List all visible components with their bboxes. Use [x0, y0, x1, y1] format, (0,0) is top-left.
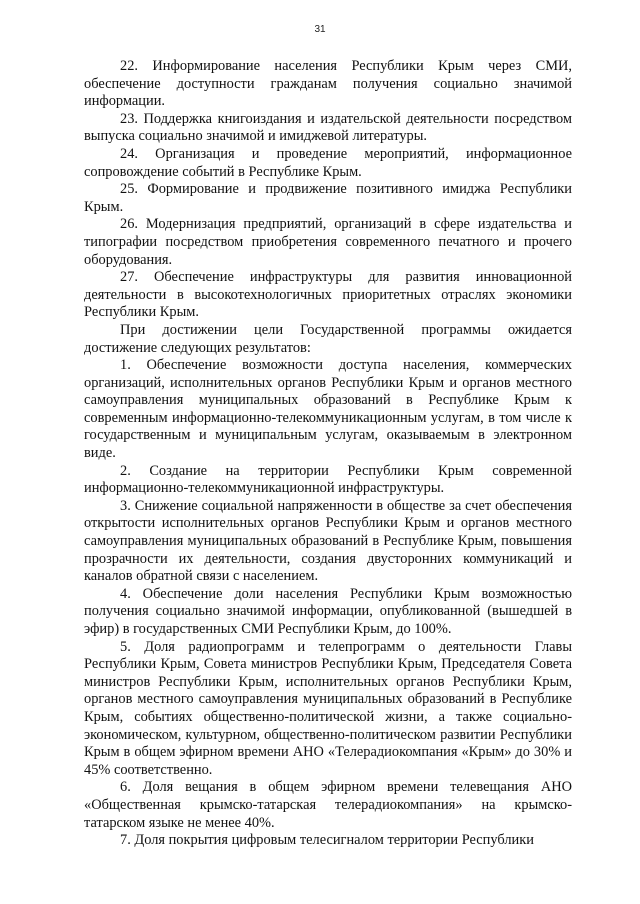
paragraph: 26. Модернизация предприятий, организаций в сфере издательства и типографии посредством приобретения современного печатного и прочего оборудования.: [84, 216, 572, 268]
body-text: [84, 58, 572, 850]
paragraph: 4. Обеспечение доли населения Республики Крым возможностью получения социально значимой информации, опубликованной (вышедшей в эфир) в государственных СМИ Республики Крым, до 100%.: [84, 585, 572, 637]
paragraph: 24. Организация и проведение мероприятий, информационное сопровождение событий в Республике Крым.: [84, 145, 572, 180]
paragraph: 3. Снижение социальной напряженности в обществе за счет обеспечения открытости исполнительных органов Республики Крым и органов местного самоуправления муниципальных образований в Республике Крым, повышения прозрачности их деятельности, создания двусторонних коммуникаций и каналов обратной связи с населением.: [84, 497, 572, 585]
paragraph: 2. Создание на территории Республики Крым современной информационно-телекоммуникационной инфраструктуры.: [84, 462, 572, 497]
paragraph: 25. Формирование и продвижение позитивного имиджа Республики Крым.: [84, 181, 572, 215]
paragraph: 5. Доля радиопрограмм и телепрограмм о деятельности Главы Республики Крым, Совета министров Республики Крым, Председателя Совета министров Республики Крым, исполнительных органов Республики Крым, органов местного самоуправления муниципальных образований в Республике Крым, событиях общественно-политической жизни, а также социально-экономическом, культурном, общественно-политическом развитии Республики Крым в общем эфирном времени АНО «Телерадиокомпания «Крым» до 30% и 45% соответственно.: [84, 638, 572, 778]
paragraph: 23. Поддержка книгоиздания и издательской деятельности посредством выпуска социально значимой и имиджевой литературы.: [84, 110, 572, 145]
paragraph: При достижении цели Государственной программы ожидается достижение следующих результатов:: [84, 321, 572, 356]
paragraph: 27. Обеспечение инфраструктуры для развития инновационной деятельности в высокотехнологичных приоритетных отраслях экономики Республики Крым.: [84, 269, 572, 321]
paragraph: 7. Доля покрытия цифровым телесигналом территории Республики: [120, 832, 534, 849]
paragraph: 22. Информирование населения Республики Крым через СМИ, обеспечение доступности гражданам получения социально значимой информации.: [84, 58, 572, 110]
page-number: 31: [314, 24, 326, 35]
paragraph: 6. Доля вещания в общем эфирном времени телевещания АНО «Общественная крымско-татарская телерадиокомпания» на крымско-татарском языке не менее 40%.: [84, 779, 572, 831]
paragraph: 1. Обеспечение возможности доступа населения, коммерческих организаций, исполнительных органов Республики Крым и органов местного самоуправления муниципальных образований в Республике Крым к современным информационно-телекоммуникационным услугам, в том числе к государственным и муниципальным услугам, оказываемым в электронном виде.: [84, 357, 572, 462]
